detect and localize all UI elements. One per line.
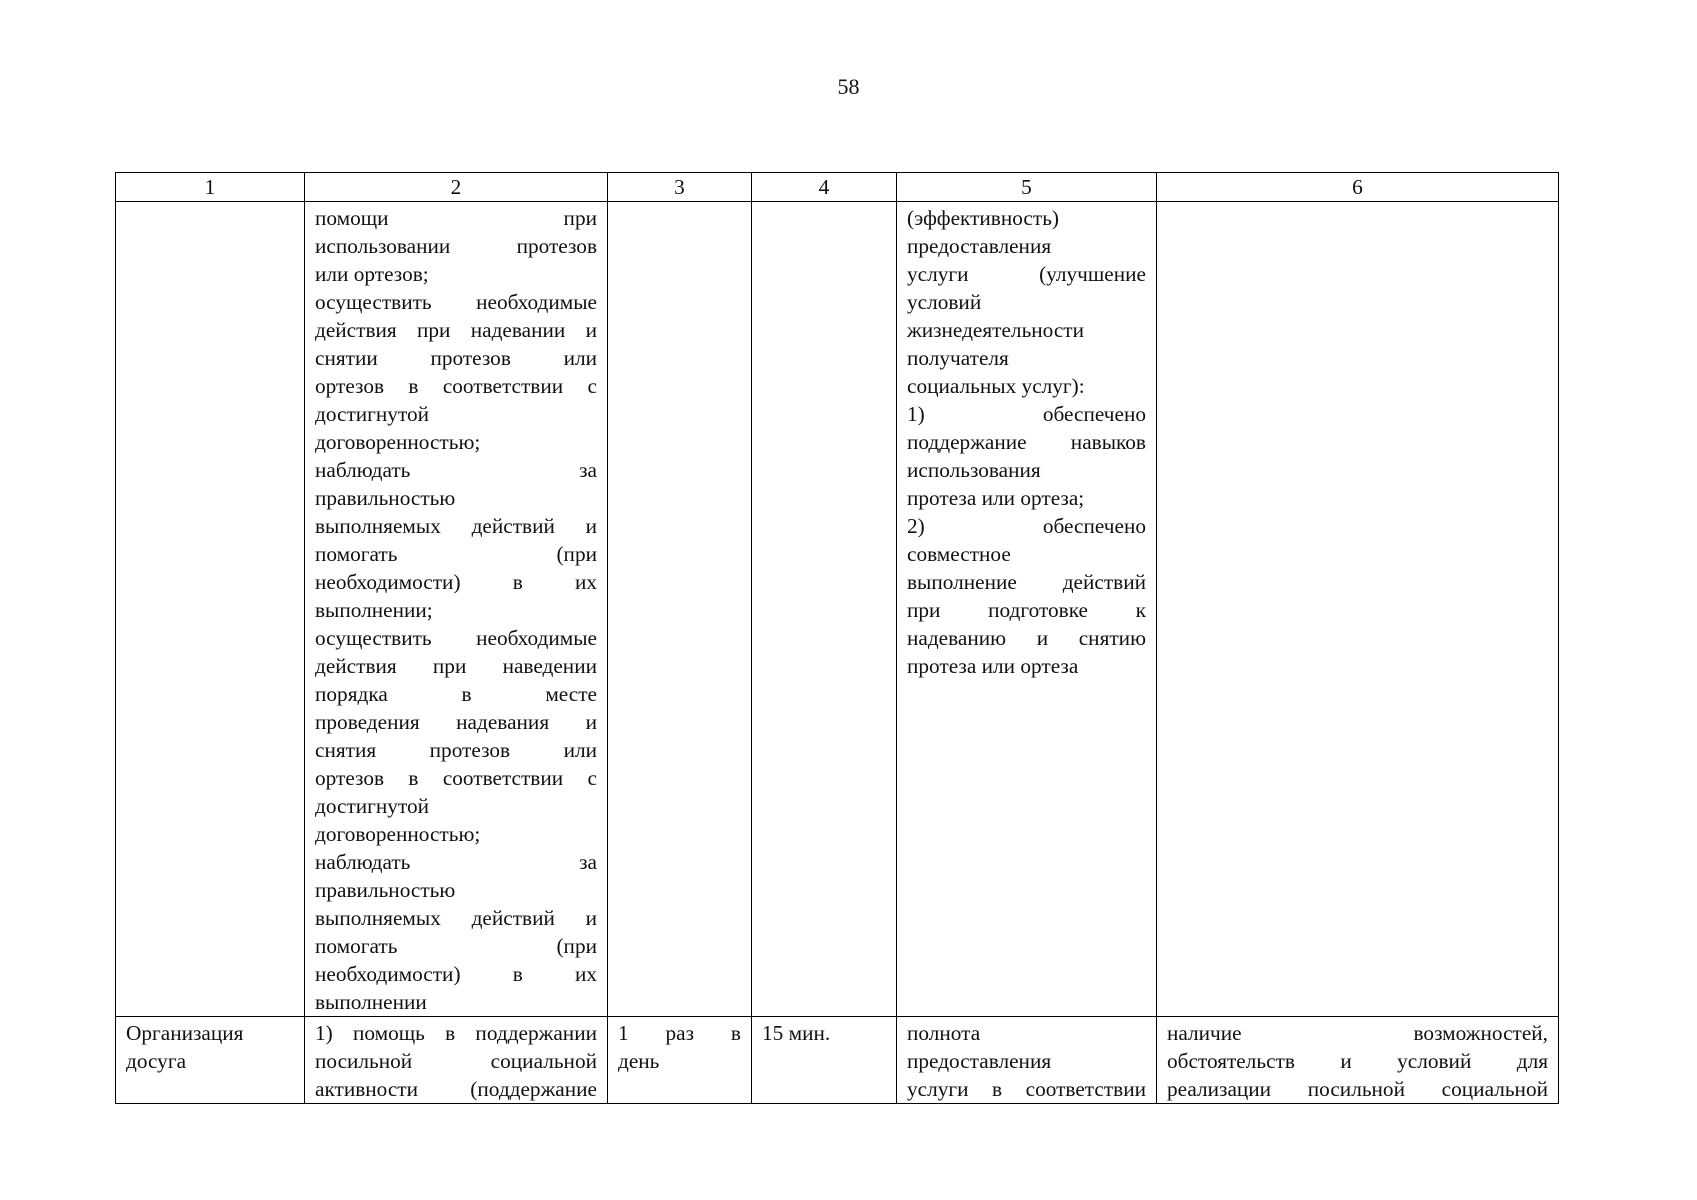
text-line: выполнение действий: [907, 570, 1146, 594]
column-header-5: 5: [897, 173, 1157, 202]
column-header-6: 6: [1157, 173, 1559, 202]
text-line: получателя: [907, 346, 1009, 370]
text-line: правильностью: [315, 486, 456, 510]
text-line: ортезов в соответствии с: [315, 766, 597, 790]
text-line: договоренностью;: [315, 822, 481, 846]
text-line: использования: [907, 458, 1041, 482]
text-line: проведения надевания и: [315, 710, 597, 734]
text-line: действия при надевании и: [315, 318, 597, 342]
cell-conditions: [1157, 1017, 1559, 1104]
column-header-2: 2: [305, 173, 608, 202]
text-line: помогать (при: [315, 934, 597, 958]
text-line: социальных услуг):: [907, 374, 1085, 398]
text-line: снятия протезов или: [315, 738, 597, 762]
text-line: посильной социальной: [315, 1049, 597, 1073]
text-line: поддержание навыков: [907, 430, 1146, 454]
text-line: наличие возможностей,: [1167, 1021, 1548, 1045]
text-line: 1) помощь в поддержании: [315, 1021, 597, 1045]
text-line: реализации посильной социальной: [1167, 1077, 1548, 1101]
text-line: надеванию и снятию: [907, 626, 1146, 650]
text-line: достигнутой: [315, 402, 430, 426]
header-row: [116, 173, 1559, 202]
cell-conditions: [1157, 202, 1559, 1017]
text-line: порядка в месте: [315, 682, 597, 706]
text-line: 1 раз в: [618, 1021, 741, 1045]
text-line: 1) обеспечено: [907, 402, 1146, 426]
text-line: наблюдать за: [315, 850, 597, 874]
cell-service-name: [116, 1017, 305, 1104]
text-line: снятии протезов или: [315, 346, 597, 370]
cell-periodicity: [608, 202, 752, 1017]
cell-periodicity: [608, 1017, 752, 1104]
table-row-leisure: [116, 1017, 1559, 1104]
text-line: выполняемых действий и: [315, 906, 597, 930]
column-header-3: 3: [608, 173, 752, 202]
text-line: протеза или ортеза: [907, 654, 1079, 678]
cell-service-content: [305, 1017, 608, 1104]
text-line: обстоятельств и условий для: [1167, 1049, 1548, 1073]
cell-duration: [752, 1017, 897, 1104]
cell-service-content: [305, 202, 608, 1017]
text-line: или ортезов;: [315, 262, 429, 286]
text-line: выполнении: [315, 990, 427, 1014]
text-line: выполняемых действий и: [315, 514, 597, 538]
column-header-1: 1: [116, 173, 305, 202]
text-line: условий: [907, 290, 982, 314]
text-line: услуги в соответствии: [907, 1077, 1146, 1101]
text-line: предоставления: [907, 1049, 1052, 1073]
text-line: правильностью: [315, 878, 456, 902]
text-line: активности (поддержание: [315, 1077, 597, 1101]
text-line: 15 мин.: [762, 1021, 831, 1045]
text-line: досуга: [126, 1049, 187, 1073]
text-line: наблюдать за: [315, 458, 597, 482]
cell-quality-indicators: [897, 1017, 1157, 1104]
text-line: при подготовке к: [907, 598, 1146, 622]
cell-service-name: [116, 202, 305, 1017]
text-line: Организация: [126, 1021, 244, 1045]
text-line: 2) обеспечено: [907, 514, 1146, 538]
text-line: необходимости) в их: [315, 570, 597, 594]
text-line: необходимости) в их: [315, 962, 597, 986]
services-table: [115, 172, 1559, 1104]
column-header-4: 4: [752, 173, 897, 202]
text-line: жизнедеятельности: [907, 318, 1085, 342]
text-line: помощи при: [315, 206, 597, 230]
text-line: использовании протезов: [315, 234, 597, 258]
text-line: услуги (улучшение: [907, 262, 1146, 286]
text-line: предоставления: [907, 234, 1052, 258]
text-line: (эффективность): [907, 206, 1060, 230]
text-line: достигнутой: [315, 794, 430, 818]
text-line: осуществить необходимые: [315, 290, 597, 314]
cell-duration: [752, 202, 897, 1017]
text-line: осуществить необходимые: [315, 626, 597, 650]
text-line: выполнении;: [315, 598, 433, 622]
text-line: действия при наведении: [315, 654, 597, 678]
text-line: совместное: [907, 542, 1011, 566]
text-line: протеза или ортеза;: [907, 486, 1085, 510]
page-number: 58: [837, 74, 860, 99]
text-line: день: [618, 1049, 660, 1073]
text-line: договоренностью;: [315, 430, 481, 454]
cell-quality-indicators: [897, 202, 1157, 1017]
text-line: ортезов в соответствии с: [315, 374, 597, 398]
text-line: помогать (при: [315, 542, 597, 566]
text-line: полнота: [907, 1021, 981, 1045]
table-row-continued: [116, 202, 1559, 1017]
